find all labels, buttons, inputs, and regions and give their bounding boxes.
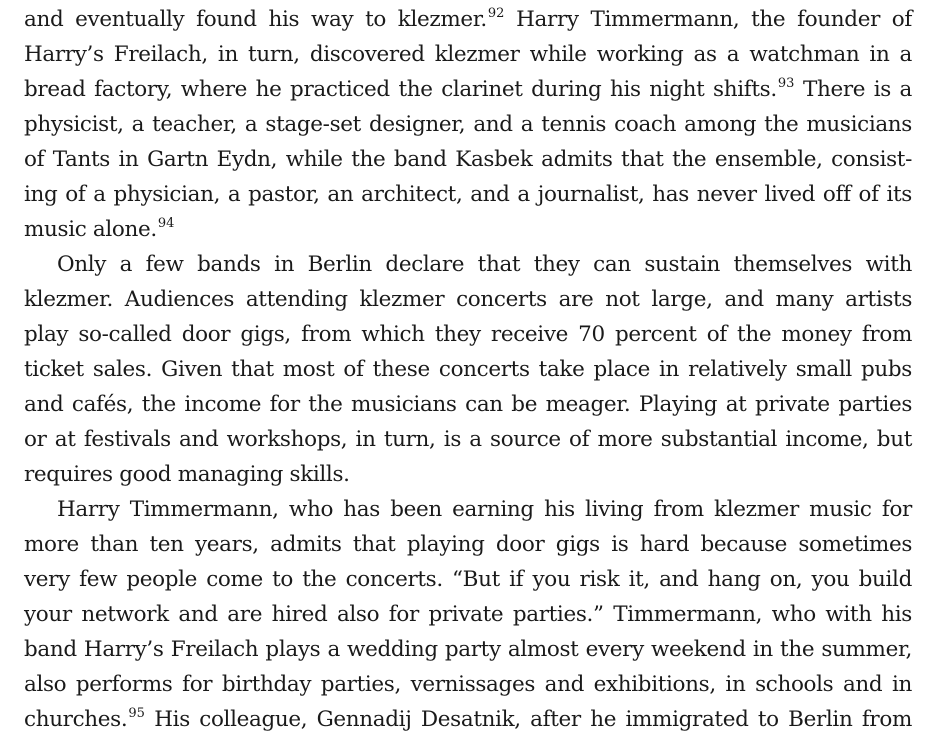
footnote-marker: 94 [157,216,175,231]
footnote-marker: 92 [487,6,505,21]
paragraph-2 [24,247,912,492]
text-line: of Tants in Gartn Eydn, while the band Kasbek admits that the ensemble, consist- [24,147,912,172]
book-page [24,0,912,737]
text-line: physicist, a teacher, a stage-set designer, and a tennis coach among the musicians [24,112,912,137]
text-line: ticket sales. Given that most of these concerts take place in relatively small pubs [24,357,912,382]
text-line: play so-called door gigs, from which they receive 70 percent of the money from [24,322,912,347]
footnote-marker: 93 [777,76,795,91]
text-line: very few people come to the concerts. “But if you risk it, and hang on, you build [24,567,912,592]
text-line: your network and are hired also for private parties.” Timmermann, who with his [24,602,912,627]
text-line: music alone.$^{94}$ [24,216,175,242]
paragraph-3 [24,492,912,737]
text-line: band Harry’s Freilach plays a wedding party almost every weekend in the summer, [24,637,912,662]
text-line: more than ten years, admits that playing door gigs is hard because sometimes [24,532,912,557]
text-line: or at festivals and workshops, in turn, is a source of more substantial income, but [24,427,912,452]
text-line: ing of a physician, a pastor, an architect, and a journalist, has never lived off of its [24,182,912,207]
text-line: and eventually found his way to klezmer.$^{92}$ Harry Timmermann, the founder of [24,6,912,32]
text-line: Harry’s Freilach, in turn, discovered klezmer while working as a watchman in a [24,42,912,67]
text-line: churches.$^{95}$ His colleague, Gennadij Desatnik, after he immigrated to Berlin from [24,706,912,732]
text-line: requires good managing skills. [24,462,350,487]
text-line: bread factory, where he practiced the clarinet during his night shifts.$^{93}$ There is a [24,76,912,102]
text-line: Harry Timmermann, who has been earning his living from klezmer music for [57,497,912,522]
footnote-marker: 95 [128,706,145,721]
paragraph-1 [24,2,912,247]
text-line: also performs for birthday parties, vernissages and exhibitions, in schools and in [24,672,912,697]
text-line: klezmer. Audiences attending klezmer concerts are not large, and many artists [24,287,912,312]
text-line: and cafés, the income for the musicians can be meager. Playing at private parties [24,392,912,417]
text-line: Only a few bands in Berlin declare that they can sustain themselves with [57,252,912,277]
